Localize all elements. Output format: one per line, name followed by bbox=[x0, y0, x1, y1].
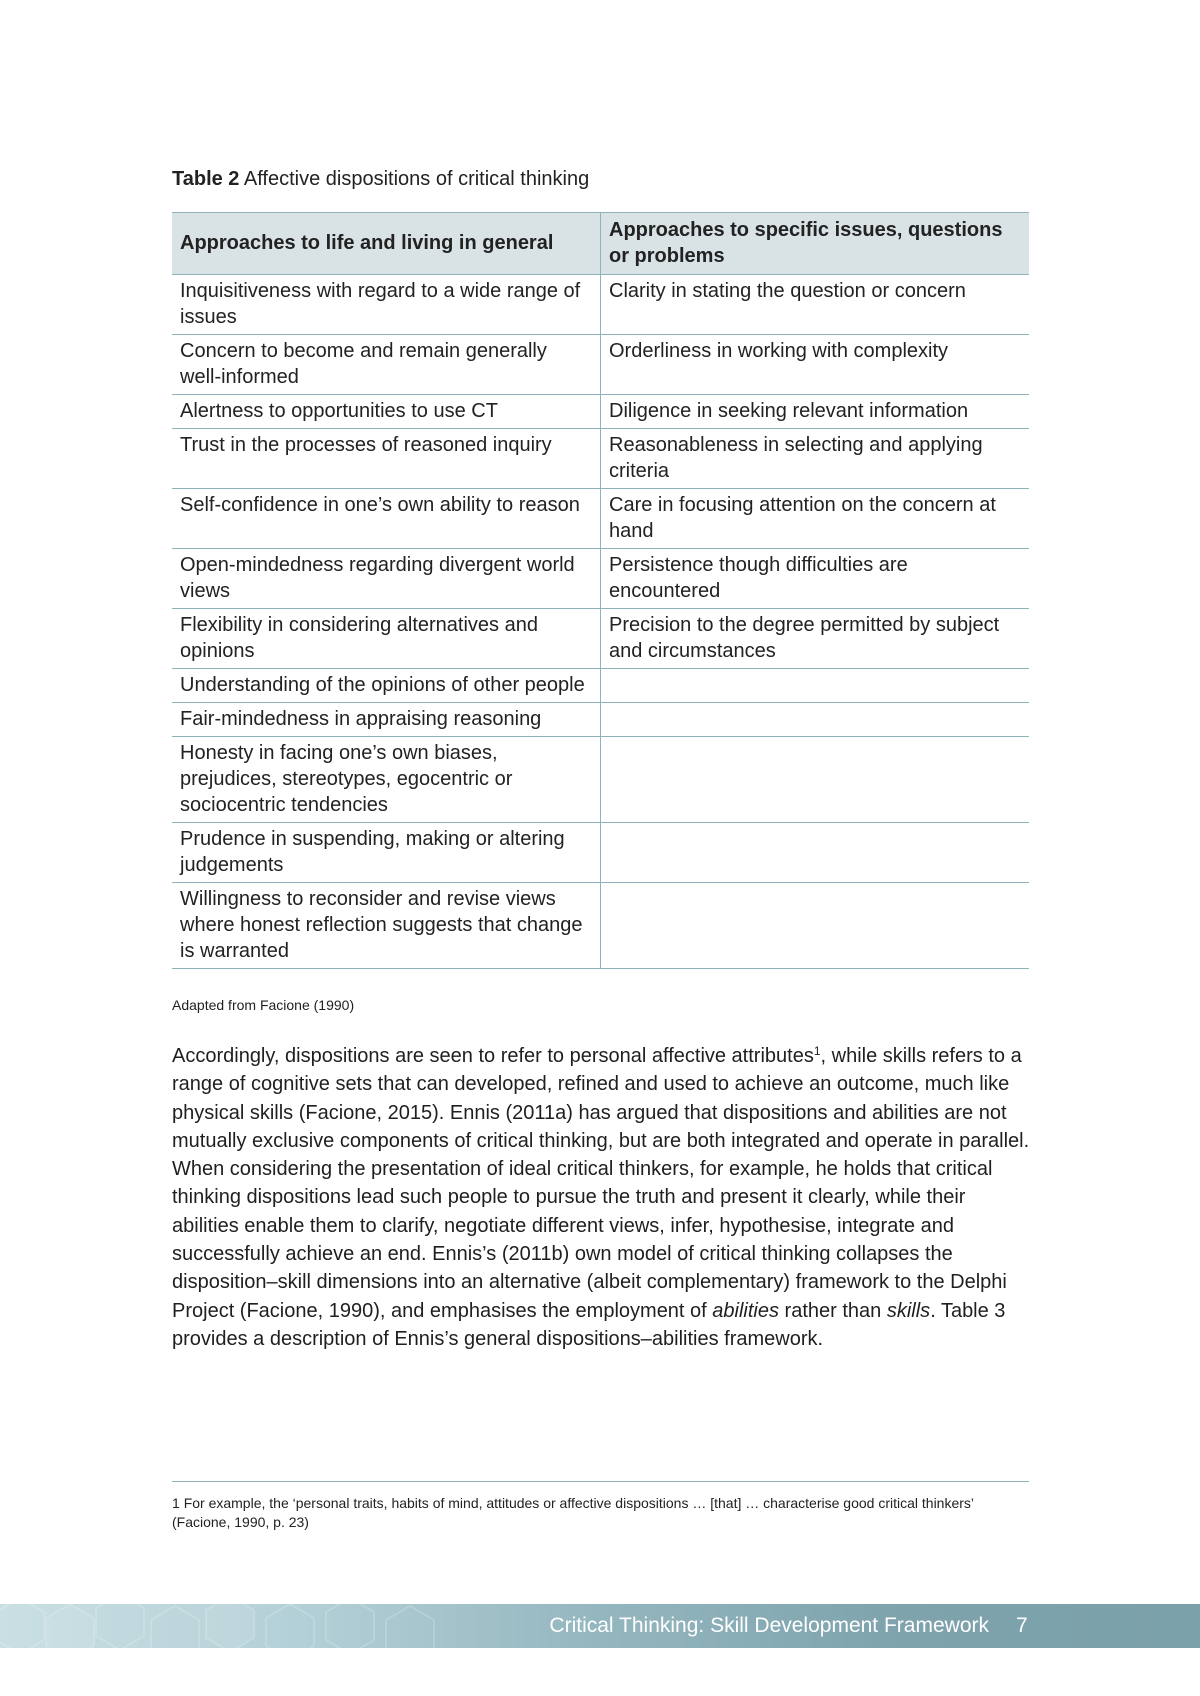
table-row bbox=[172, 429, 1029, 489]
table-cell: Concern to become and remain generally well-informed bbox=[172, 335, 601, 395]
table-cell: Willingness to reconsider and revise views where honest reflection suggests that change is warranted bbox=[172, 883, 601, 969]
table-cell bbox=[601, 883, 1030, 969]
table-cell bbox=[601, 737, 1030, 823]
emphasis-skills: skills bbox=[886, 1299, 931, 1322]
table-cell: Fair-mindedness in appraising reasoning bbox=[172, 703, 601, 737]
emphasis-abilities: abilities bbox=[712, 1299, 779, 1322]
table-cell: Flexibility in considering alternatives and opinions bbox=[172, 609, 601, 669]
table-cell: Trust in the processes of reasoned inquiry bbox=[172, 429, 601, 489]
table-cell bbox=[601, 669, 1030, 703]
table-cell: Honesty in facing one’s own biases, prejudices, stereotypes, egocentric or sociocentric tendencies bbox=[172, 737, 601, 823]
footnote-reference[interactable]: 1 bbox=[813, 1044, 821, 1058]
table-cell: Orderliness in working with complexity bbox=[601, 335, 1030, 395]
table-cell: Precision to the degree permitted by subject and circumstances bbox=[601, 609, 1030, 669]
table-cell: Persistence though difficulties are encountered bbox=[601, 549, 1030, 609]
footer-document-title: Critical Thinking: Skill Development Framework bbox=[549, 1614, 989, 1637]
table-cell: Inquisitiveness with regard to a wide range of issues bbox=[172, 275, 601, 335]
body-text-segment: , while skills refers to a range of cognitive sets that can developed, refined and used to achieve an outcome, much like physical skills (Facione, 2015). Ennis (2011a) has argued that dispositions and abilities are not mutually exclusive components of critical thinking, but are both integrated and operate in parallel. When considering the presentation of ideal critical thinkers, for example, he holds that critical thinking dispositions lead such people to pursue the truth and present it clearly, while their abilities enable them to clarify, negotiate different views, infer, hypothesise, integrate and successfully achieve an end. Ennis’s (2011b) own model of critical thinking collapses the disposition–skill dimensions into an alternative (albeit complementary) framework to the Delphi Project (Facione, 1990), and emphasises the employment of bbox=[172, 1045, 1030, 1322]
table-row bbox=[172, 395, 1029, 429]
footnote bbox=[172, 1494, 1032, 1532]
table-cell: Care in focusing attention on the concern at hand bbox=[601, 489, 1030, 549]
table-cell: Prudence in suspending, making or altering judgements bbox=[172, 823, 601, 883]
table-cell bbox=[601, 703, 1030, 737]
table-cell: Self-confidence in one’s own ability to reason bbox=[172, 489, 601, 549]
body-paragraph bbox=[172, 1042, 1032, 1353]
table-cell: Clarity in stating the question or concern bbox=[601, 275, 1030, 335]
table-cell: Diligence in seeking relevant information bbox=[601, 395, 1030, 429]
footnote-text: For example, the ‘personal traits, habits of mind, attitudes or affective dispositions … [that] … characterise good critical thinkers’ (Facione, 1990, p. 23) bbox=[172, 1495, 974, 1530]
table-caption bbox=[172, 166, 589, 192]
table-row bbox=[172, 737, 1029, 823]
table-row bbox=[172, 703, 1029, 737]
table-header-cell: Approaches to life and living in general bbox=[172, 213, 601, 275]
table-header-row bbox=[172, 213, 1029, 275]
body-text-segment: Accordingly, dispositions are seen to refer to personal affective attributes bbox=[172, 1045, 814, 1067]
table-header-cell: Approaches to specific issues, questions or problems bbox=[601, 213, 1030, 275]
table-row bbox=[172, 275, 1029, 335]
table-title: Affective dispositions of critical thinking bbox=[243, 168, 590, 190]
dispositions-table bbox=[172, 212, 1029, 969]
table-row bbox=[172, 609, 1029, 669]
footnote-marker: 1 bbox=[172, 1495, 180, 1511]
body-text-segment: . Table 3 provides a description of Ennis’s general dispositions–abilities framework. bbox=[172, 1299, 1006, 1350]
table-row bbox=[172, 335, 1029, 395]
page-number: 7 bbox=[1016, 1614, 1028, 1637]
table-cell: Reasonableness in selecting and applying criteria bbox=[601, 429, 1030, 489]
table-cell: Understanding of the opinions of other people bbox=[172, 669, 601, 703]
body-text-segment: rather than bbox=[779, 1299, 887, 1322]
table-cell: Open-mindedness regarding divergent world views bbox=[172, 549, 601, 609]
table-row bbox=[172, 823, 1029, 883]
table-row bbox=[172, 669, 1029, 703]
table-row bbox=[172, 549, 1029, 609]
table-cell: Alertness to opportunities to use CT bbox=[172, 395, 601, 429]
footnote-divider bbox=[172, 1481, 1029, 1482]
table-label: Table 2 bbox=[172, 168, 240, 190]
table-row bbox=[172, 489, 1029, 549]
table-cell bbox=[601, 823, 1030, 883]
table-source-note: Adapted from Facione (1990) bbox=[172, 997, 355, 1013]
table-row bbox=[172, 883, 1029, 969]
